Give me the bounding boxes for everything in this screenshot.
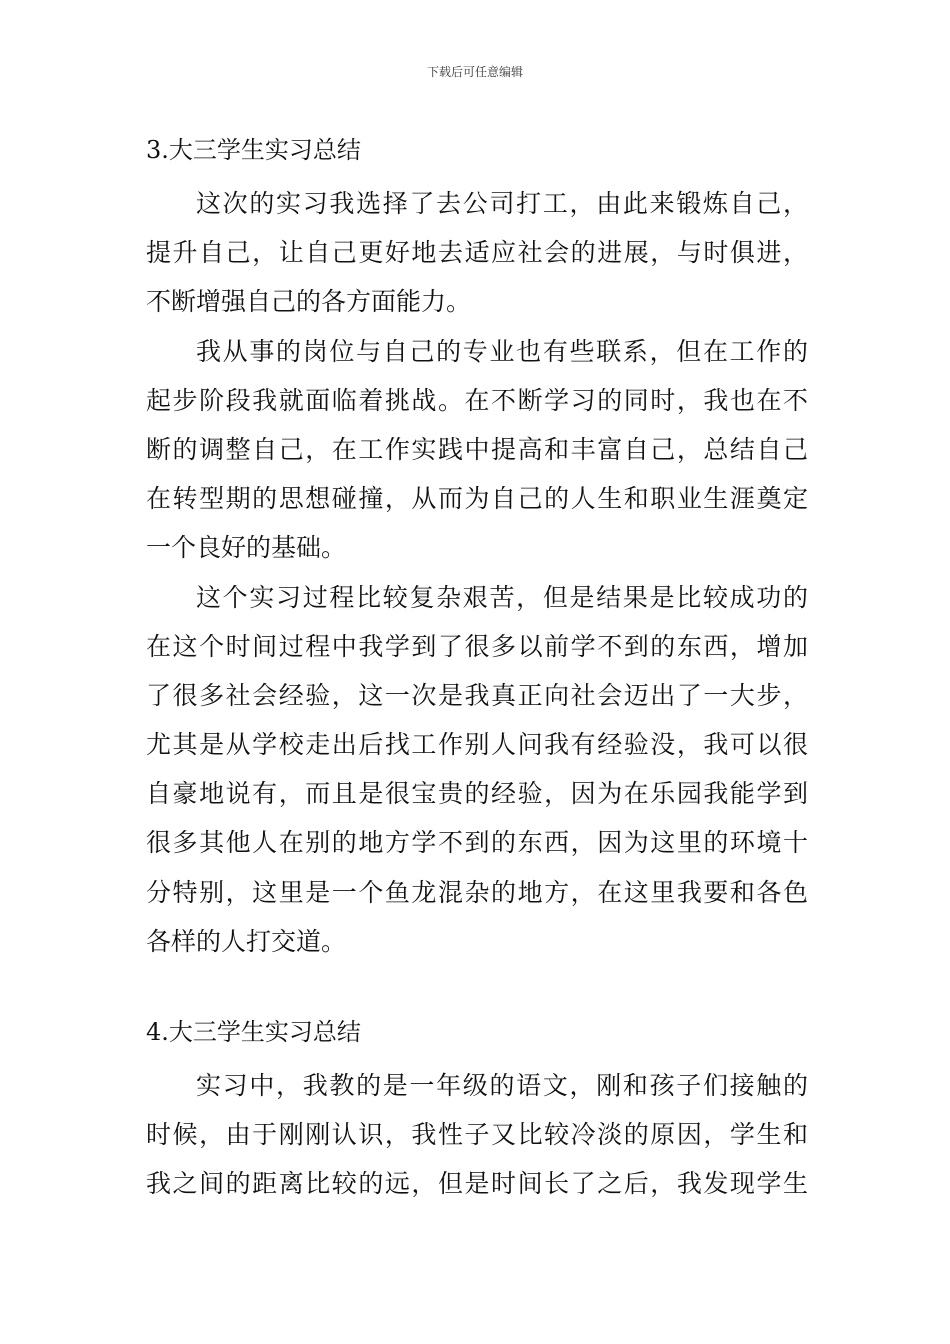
section-heading: 4.大三学生实习总结 — [146, 1018, 361, 1046]
text-line: 实习中，我教的是一年级的语文，刚和孩子们接触的 — [196, 1071, 808, 1100]
text-line: 自豪地说有，而且是很宝贵的经验，因为在乐园我能学到 — [146, 779, 808, 809]
section-4 — [146, 1012, 808, 1209]
section-3 — [146, 130, 808, 966]
paragraph — [146, 179, 808, 327]
text-line: 一个良好的基础。 — [146, 533, 347, 563]
text-line: 很多其他人在别的地方学不到的东西，因为这里的环境十 — [146, 828, 808, 858]
text-line: 我从事的岗位与自己的专业也有些联系，但在工作的 — [196, 336, 808, 366]
text-line: 断的调整自己，在工作实践中提高和丰富自己，总结自己 — [146, 434, 808, 464]
paragraph — [146, 327, 808, 573]
text-line: 在转型期的思想碰撞，从而为自己的人生和职业生涯奠定 — [146, 484, 808, 514]
text-line: 了很多社会经验，这一次是我真正向社会迈出了一大步， — [146, 680, 808, 710]
text-line: 提升自己，让自己更好地去适应社会的进展，与时俱进， — [146, 238, 808, 268]
text-line: 分特别，这里是一个鱼龙混杂的地方，在这里我要和各色 — [146, 877, 808, 907]
paragraph — [146, 573, 808, 967]
paragraph — [146, 1061, 808, 1209]
section-heading: 3.大三学生实习总结 — [146, 136, 361, 164]
text-line: 尤其是从学校走出后找工作别人问我有经验没，我可以很 — [146, 730, 808, 760]
text-line: 我之间的距离比较的远，但是时间长了之后，我发现学生 — [146, 1169, 808, 1199]
text-line: 在这个时间过程中我学到了很多以前学不到的东西，增加 — [146, 631, 808, 661]
page-header: 下载后可任意编辑 — [426, 65, 523, 79]
document-body — [146, 130, 808, 1209]
text-line: 时候，由于刚刚认识，我性子又比较冷淡的原因，学生和 — [146, 1120, 808, 1150]
text-line: 这个实习过程比较复杂艰苦，但是结果是比较成功的 — [196, 582, 808, 612]
section-spacer — [146, 966, 808, 1012]
text-line: 这次的实习我选择了去公司打工，由此来锻炼自己， — [196, 189, 808, 218]
text-line: 不断增强自己的各方面能力。 — [146, 287, 472, 317]
text-line: 起步阶段我就面临着挑战。在不断学习的同时，我也在不 — [146, 385, 808, 415]
text-line: 各样的人打交道。 — [146, 926, 347, 956]
